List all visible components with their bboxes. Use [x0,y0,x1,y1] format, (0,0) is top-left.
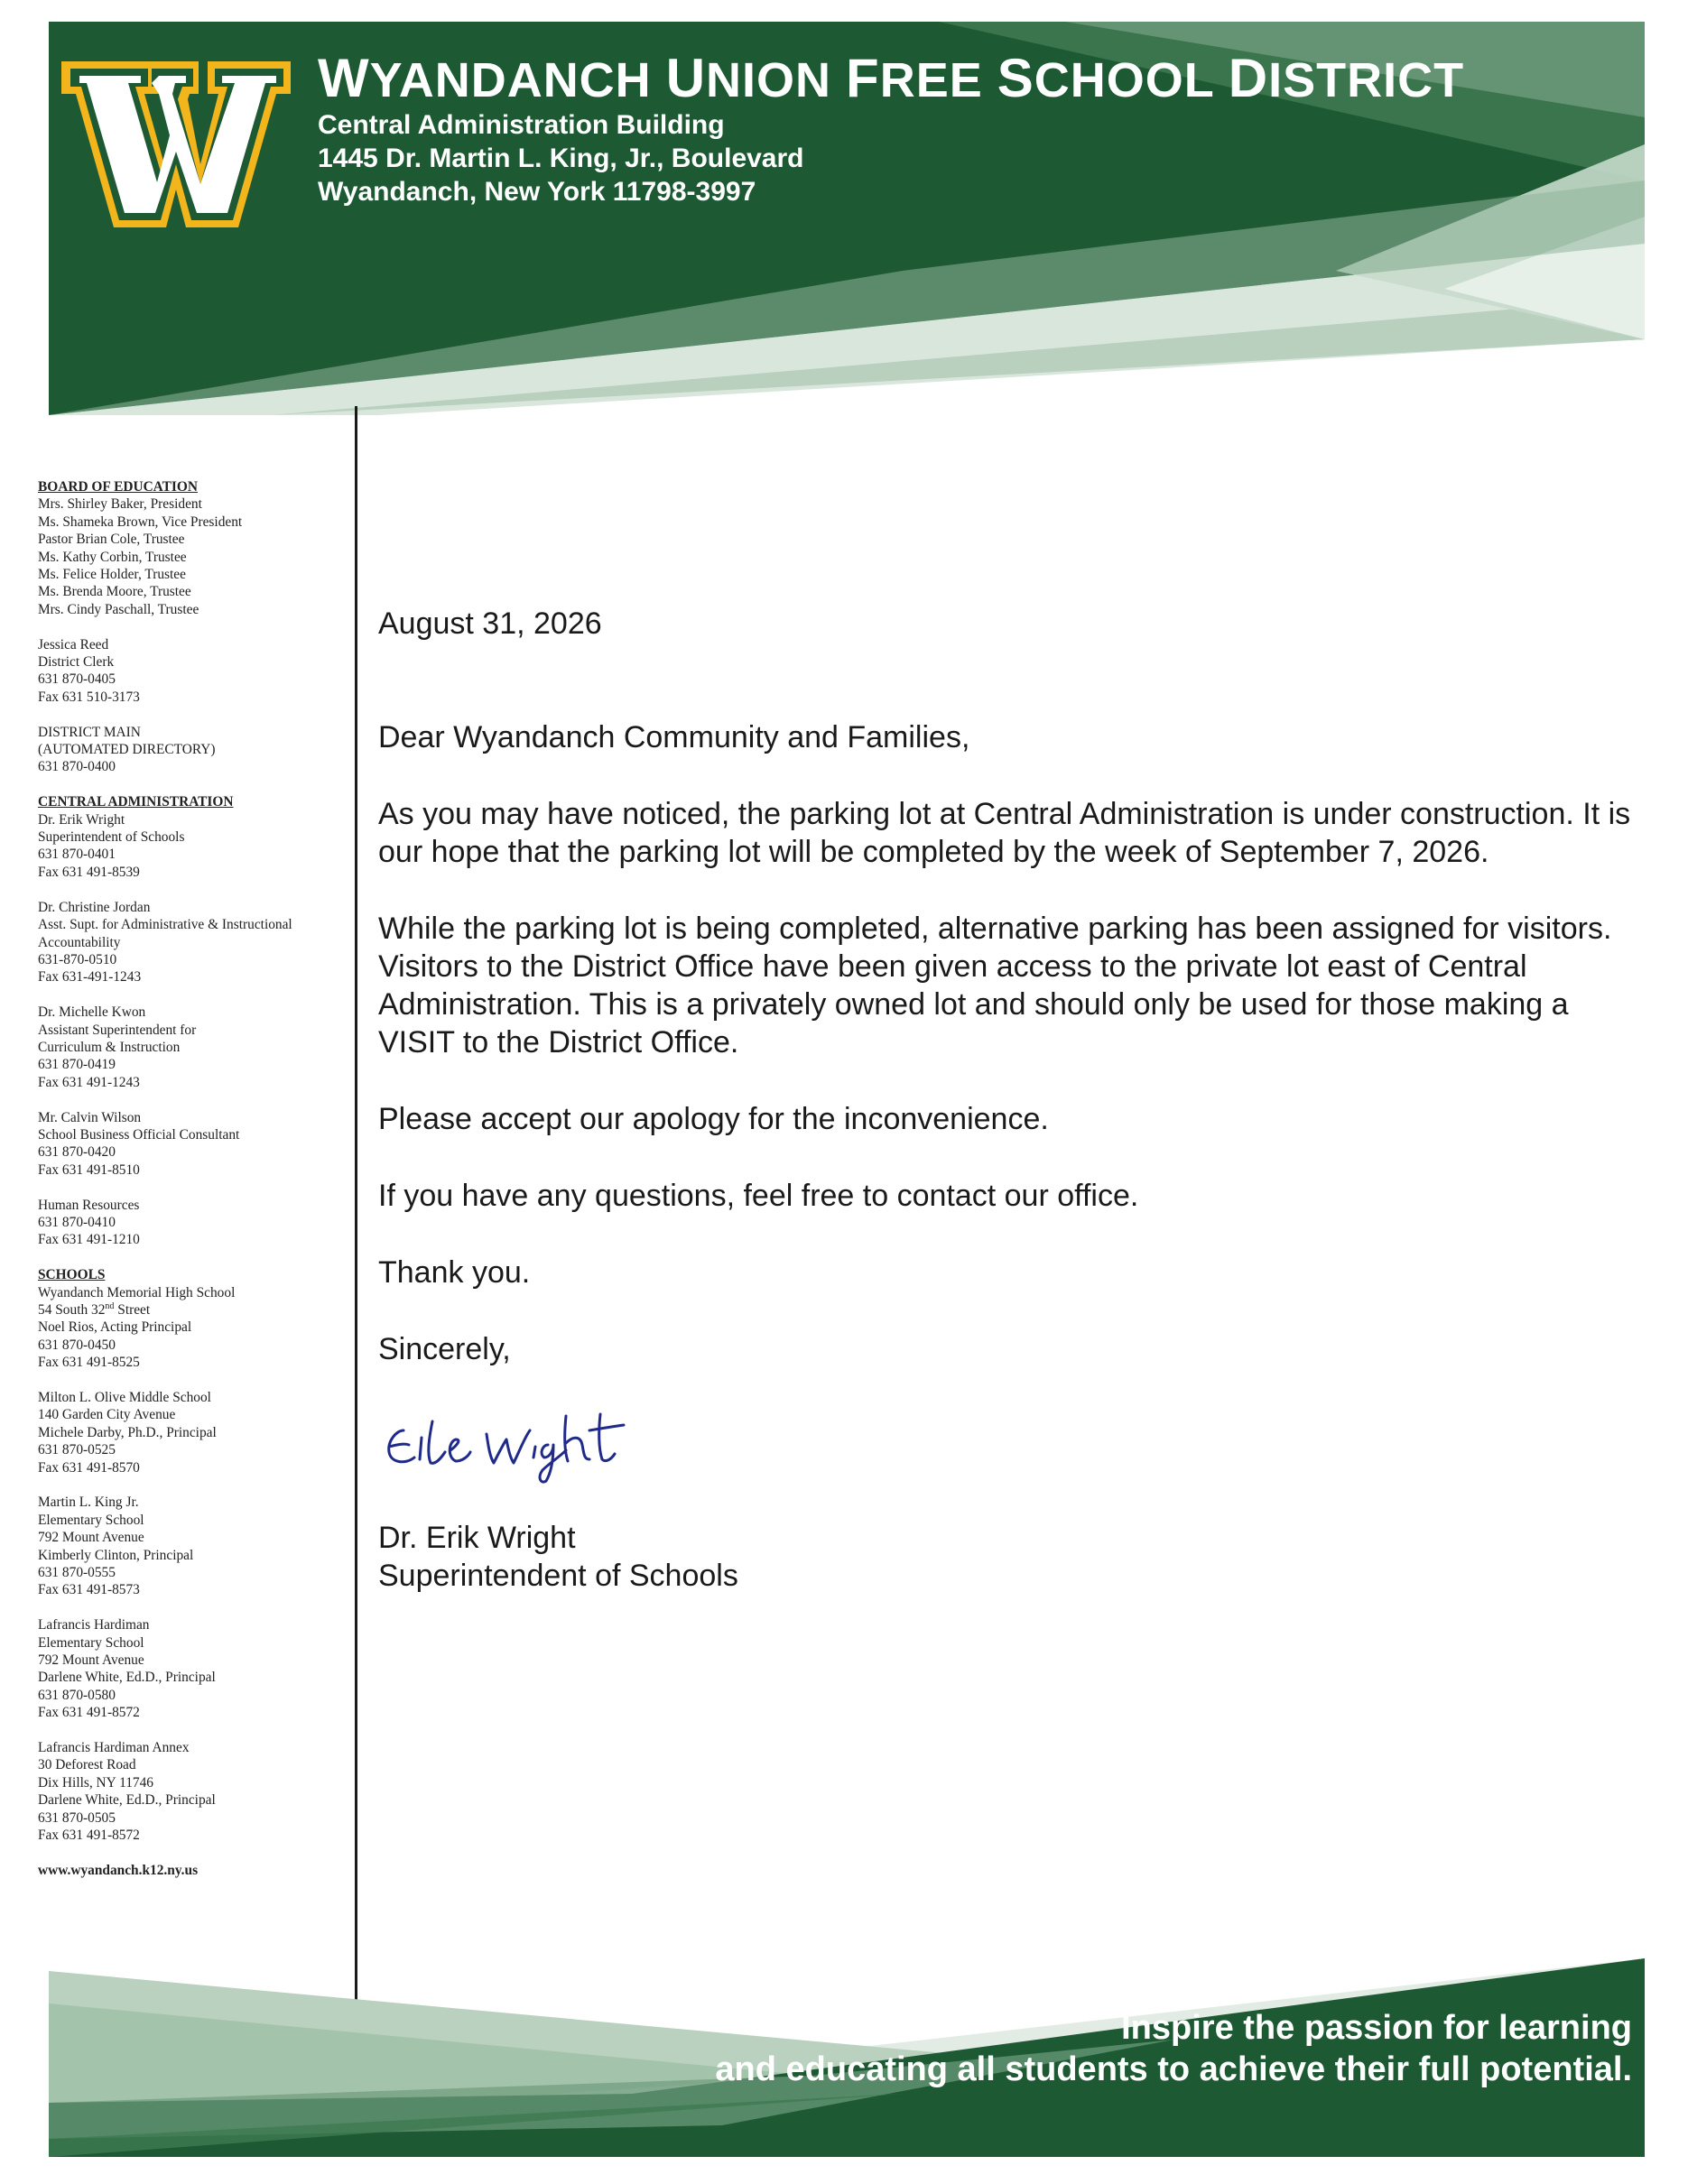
admin-line: Fax 631 491-8510 [38,1161,140,1178]
letter-body [378,605,1633,1595]
school-contact [38,1494,336,1598]
school-line: Martin L. King Jr. [38,1495,139,1511]
vertical-divider [355,406,357,2031]
admin-line: 631-870-0510 [38,951,117,967]
school-line: Fax 631 491-8572 [38,1828,140,1844]
board-member: Ms. Felice Holder, Trustee [38,567,186,583]
admin-line: Fax 631 491-1210 [38,1232,140,1248]
admin-line: Dr. Michelle Kwon [38,1004,146,1021]
board-member: Ms. Kathy Corbin, Trustee [38,549,187,565]
school-line: Darlene White, Ed.D., Principal [38,1670,216,1686]
school-line: Lafrancis Hardiman [38,1617,150,1633]
admin-contact [38,899,336,986]
school-line: Elementary School [38,1634,144,1651]
admin-line: 631 870-0401 [38,847,116,863]
school-line: Milton L. Olive Middle School [38,1389,211,1405]
school-line: Elementary School [38,1512,144,1528]
admin-heading: CENTRAL ADMINISTRATION [38,794,234,810]
admin-line: 631 870-0410 [38,1214,116,1230]
paragraph: If you have any questions, feel free to contact our office. [378,1179,1139,1213]
admin-line: 631 870-0419 [38,1057,116,1073]
admin-contact [38,1109,336,1180]
address-line-building: Central Administration Building [318,110,725,140]
clerk-line: Fax 631 510-3173 [38,689,140,705]
clerk-line: District Clerk [38,654,115,671]
school-line: Darlene White, Ed.D., Principal [38,1792,216,1809]
school-line: 631 870-0580 [38,1687,116,1703]
school-line: 792 Mount Avenue [38,1652,144,1669]
school-line: Kimberly Clinton, Principal [38,1547,194,1563]
district-clerk-section [38,636,336,707]
district-name [318,47,1464,109]
address-line-street: 1445 Dr. Martin L. King, Jr., Boulevard [318,143,804,173]
admin-line: School Business Official Consultant [38,1126,240,1143]
admin-line: Accountability [38,934,121,950]
school-line: Fax 631 491-8573 [38,1582,140,1598]
school-line: 140 Garden City Avenue [38,1407,176,1423]
signer-name: Dr. Erik Wright [378,1521,576,1555]
school-line: Dix Hills, NY 11746 [38,1774,153,1791]
board-member: Ms. Shameka Brown, Vice President [38,514,243,530]
paragraph: Please accept our apology for the inconvenience. [378,1102,1049,1136]
admin-contact [38,1004,336,1091]
board-member: Mrs. Cindy Paschall, Trustee [38,601,199,617]
school-line: Wyandanch Memorial High School [38,1284,236,1300]
board-member: Ms. Brenda Moore, Trustee [38,584,191,600]
signer-title: Superintendent of Schools [378,1559,738,1593]
school-line: 631 870-0450 [38,1337,116,1353]
main-line: (AUTOMATED DIRECTORY) [38,742,216,758]
school-line: Fax 631 491-8572 [38,1705,140,1721]
admin-line: Asst. Supt. for Administrative & Instructional [38,917,292,933]
admin-line: Curriculum & Instruction [38,1039,181,1055]
admin-line: Fax 631 491-1243 [38,1074,140,1090]
salutation: Dear Wyandanch Community and Families, [378,720,970,754]
schools-section [38,1266,336,1371]
district-website-link[interactable]: www.wyandanch.k12.ny.us [38,1862,199,1878]
title-initial: D [1228,48,1269,108]
title-word: NION [706,53,847,107]
title-initial: W [318,48,370,108]
letter-date: August 31, 2026 [378,606,602,641]
street-suffix: Street [114,1301,151,1318]
title-initial: S [997,48,1034,108]
title-word: CHOOL [1034,53,1229,107]
district-logo [58,58,294,231]
board-member: Pastor Brian Cole, Trustee [38,532,185,548]
school-line: 631 870-0555 [38,1565,116,1581]
school-street [38,1301,336,1319]
paragraph: Thank you. [378,1255,531,1290]
school-line: 631 870-0525 [38,1442,116,1458]
school-line: Michele Darby, Ph.D., Principal [38,1424,217,1440]
school-line: 792 Mount Avenue [38,1530,144,1546]
title-word: YANDANCH [369,53,666,107]
closing: Sincerely, [378,1332,511,1366]
admin-line: Fax 631-491-1243 [38,969,142,986]
school-line: Fax 631 491-8570 [38,1459,140,1476]
title-word: REE [879,53,997,107]
admin-line: Dr. Erik Wright [38,811,125,828]
school-contact [38,1616,336,1721]
school-line: 631 870-0505 [38,1809,116,1826]
motto-line: and educating all students to achieve their full potential. [715,2050,1632,2088]
street-ordinal: nd [105,1300,115,1311]
board-heading: BOARD OF EDUCATION [38,479,198,495]
paragraph: While the parking lot is being completed, alternative parking has been assigned for visitors. Visitors to the District Office have been given access to the private lot east of Central Administration. This is a privately owned lot and should only be used for those making a VISIT to the District Office. [378,912,1612,1060]
signature [375,1394,645,1494]
admin-line: Assistant Superintendent for [38,1022,197,1038]
sidebar-directory [38,478,336,1879]
title-initial: U [665,48,707,108]
school-contact [38,1739,336,1844]
school-line: 30 Deforest Road [38,1757,136,1773]
school-line: Fax 631 491-8525 [38,1355,140,1371]
paragraph: As you may have noticed, the parking lot at Central Administration is under construction. It is our hope that the parking lot will be completed by the week of September 7, 2026. [378,797,1631,869]
board-of-education-section [38,478,336,618]
title-word: ISTRICT [1268,53,1465,107]
admin-line: Mr. Calvin Wilson [38,1109,142,1125]
admin-line: 631 870-0420 [38,1144,116,1161]
main-line: 631 870-0400 [38,759,116,775]
address-line-city: Wyandanch, New York 11798-3997 [318,177,756,207]
clerk-line: 631 870-0405 [38,671,116,688]
title-initial: F [846,48,880,108]
admin-line: Human Resources [38,1197,140,1213]
school-line: Noel Rios, Acting Principal [38,1319,192,1336]
admin-line: Dr. Christine Jordan [38,899,151,915]
street-number: 54 South 32 [38,1301,106,1318]
admin-line: Fax 631 491-8539 [38,864,140,880]
district-main-section [38,724,336,776]
schools-heading: SCHOOLS [38,1267,106,1283]
school-contact [38,1389,336,1476]
admin-line: Superintendent of Schools [38,829,185,846]
board-member: Mrs. Shirley Baker, President [38,496,202,513]
main-line: DISTRICT MAIN [38,724,141,740]
admin-contact [38,1197,336,1249]
motto-line: Inspire the passion for learning [1121,2009,1632,2047]
central-admin-section [38,793,336,881]
clerk-line: Jessica Reed [38,636,109,652]
school-line: Lafrancis Hardiman Annex [38,1740,190,1756]
